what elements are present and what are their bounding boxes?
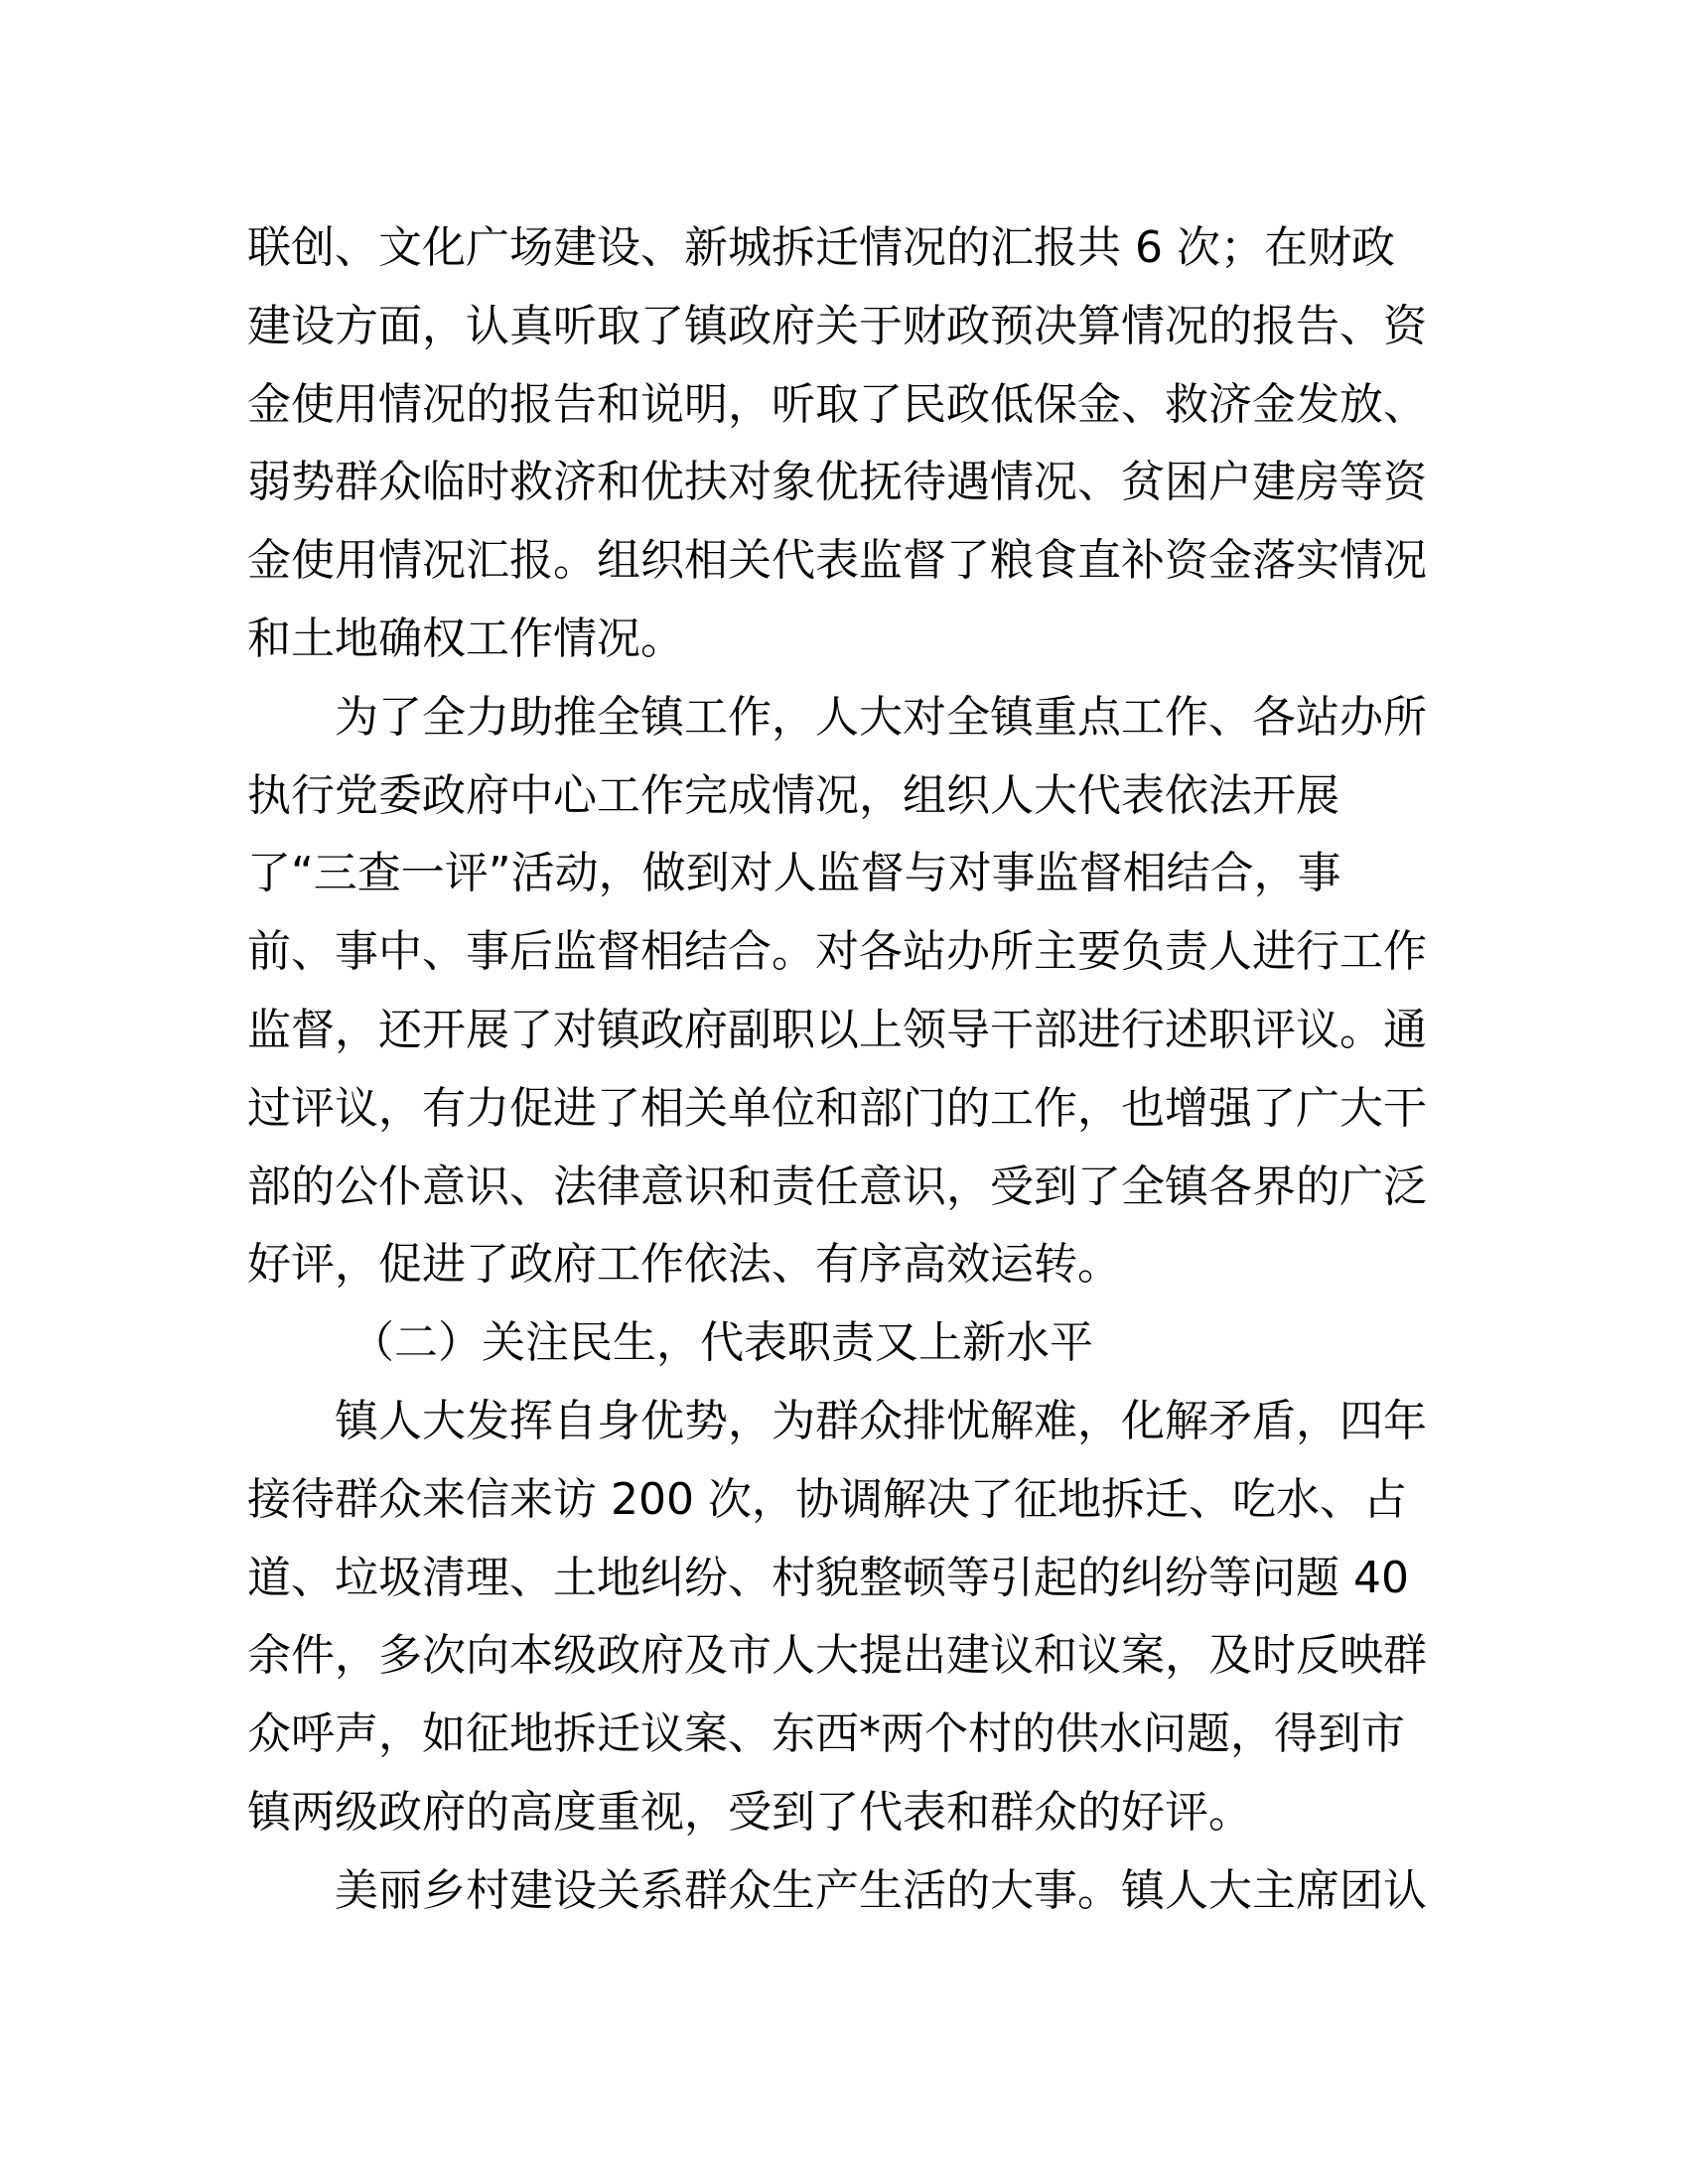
section-heading: （二）关注民生，代表职责又上新水平: [351, 1317, 1093, 1369]
body-text: [247, 209, 1439, 1931]
text-line: 接待群众来信来访 200 次，协调解决了征地拆迁、吃水、占: [247, 1473, 1407, 1525]
text-line: 金使用情况的报告和说明，听取了民政低保金、救济金发放、: [247, 378, 1427, 430]
text-line: 部的公仆意识、法律意识和责任意识，受到了全镇各界的广泛: [247, 1160, 1427, 1212]
text-line: 余件，多次向本级政府及市人大提出建议和议案，及时反映群: [247, 1630, 1427, 1682]
text-line: 镇两级政府的高度重视，受到了代表和群众的好评。: [247, 1786, 1252, 1838]
text-line: 执行党委政府中心工作完成情况，组织人大代表依法开展: [247, 769, 1339, 821]
text-line: 联创、文化广场建设、新城拆迁情况的汇报共 6 次；在财政: [247, 222, 1395, 273]
text-line: 和土地确权工作情况。: [247, 613, 684, 664]
text-line: 过评议，有力促进了相关单位和部门的工作，也增强了广大干: [247, 1082, 1427, 1134]
text-line: 众呼声，如征地拆迁议案、东西*两个村的供水问题，得到市: [247, 1708, 1405, 1760]
text-line: 弱势群众临时救济和优扶对象优抚待遇情况、贫困户建房等资: [247, 457, 1427, 508]
paragraph-first-line: 镇人大发挥自身优势，为群众排忧解难，化解矛盾，四年: [335, 1395, 1427, 1446]
paragraph-first-line: 为了全力助推全镇工作，人大对全镇重点工作、各站办所: [335, 691, 1427, 743]
text-line: 好评，促进了政府工作依法、有序高效运转。: [247, 1239, 1121, 1291]
text-line: 了“三查一评”活动，做到对人监督与对事监督相结合，事: [247, 848, 1341, 899]
text-line: 金使用情况汇报。组织相关代表监督了粮食直补资金落实情况: [247, 535, 1427, 587]
text-line: 道、垃圾清理、土地纠纷、村貌整顿等引起的纠纷等问题 40: [247, 1552, 1409, 1603]
text-line: 前、事中、事后监督相结合。对各站办所主要负责人进行工作: [247, 926, 1427, 978]
paragraph-first-line: 美丽乡村建设关系群众生产生活的大事。镇人大主席团认: [335, 1864, 1427, 1916]
text-line: 建设方面，认真听取了镇政府关于财政预决算情况的报告、资: [247, 300, 1427, 351]
text-line: 监督，还开展了对镇政府副职以上领导干部进行述职评议。通: [247, 1004, 1427, 1055]
